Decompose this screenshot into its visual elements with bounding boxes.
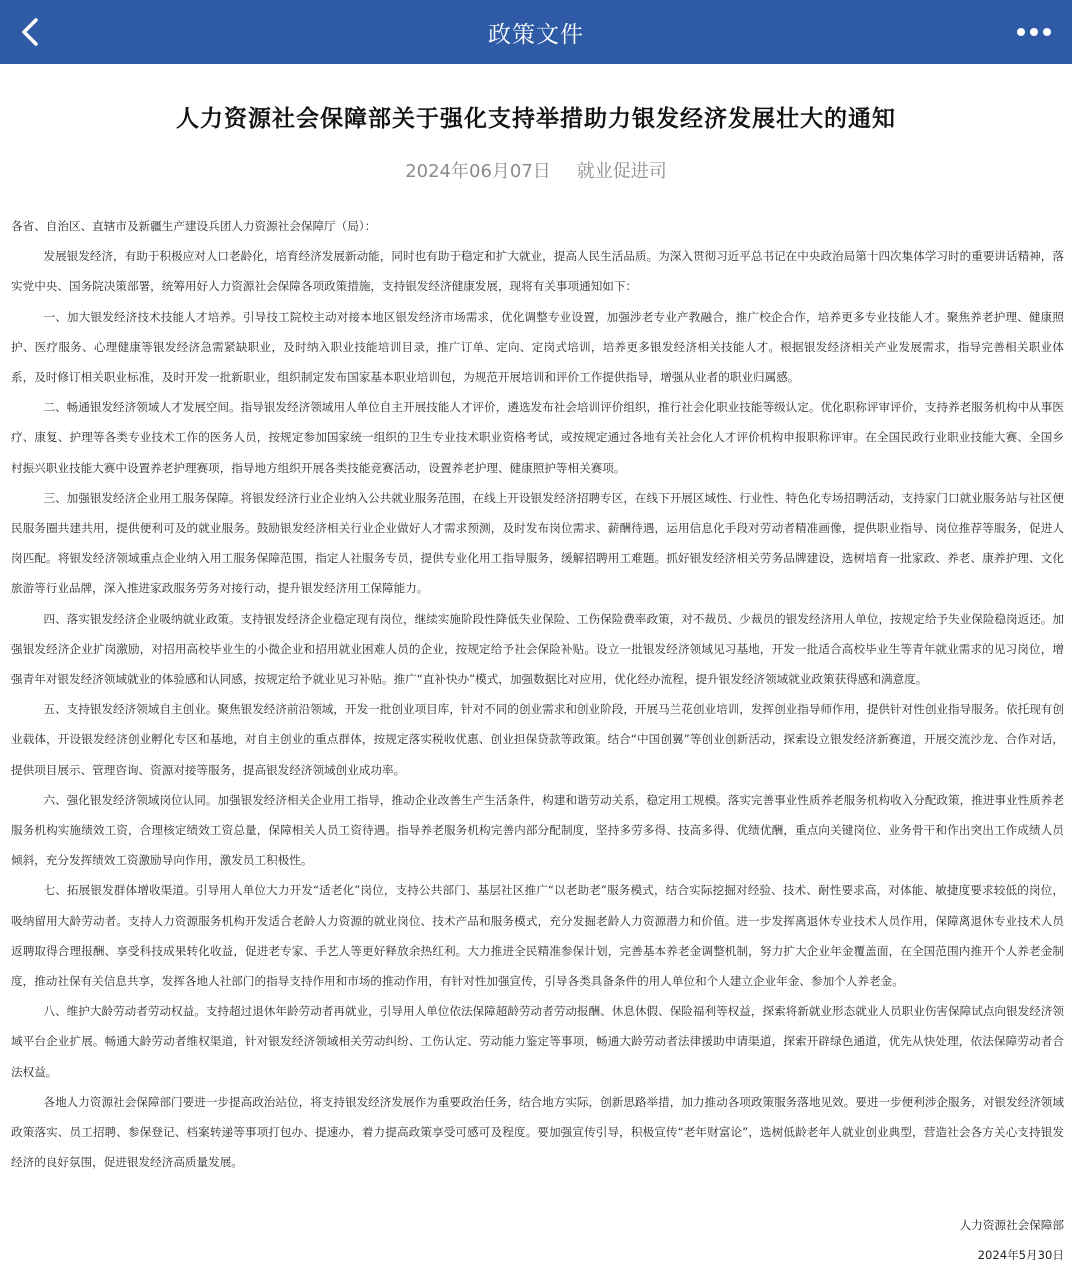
sign-date: 2024年5月30日 (977, 1247, 1064, 1262)
paragraph: 五、支持银发经济领域自主创业。聚焦银发经济前沿领域，开发一批创业项目库，针对不同的创业需求和创业阶段，开展马兰花创业培训，发挥创业指导师作用，提供针对性创业指导服务。依托现有创业载体，开设银发经济创业孵化专区和基地，对自主创业的重点群体，按规定落实税收优惠、创业担保贷款等政策。结合“中国创翼”等创业创新活动，探索设立银发经济新赛道，开展交流沙龙、合作对话，提供项目展示、管理咨询、资源对接等服务，提高银发经济领域创业成功率。 (11, 702, 1064, 777)
more-dots-icon (1016, 27, 1052, 37)
paragraph: 发展银发经济，有助于积极应对人口老龄化，培育经济发展新动能，同时也有助于稳定和扩大就业，提高人民生活品质。为深入贯彻习近平总书记在中央政治局第十四次集体学习时的重要讲话精神，落实党中央、国务院决策部署，统筹用好人力资源社会保障各项政策措施，支持银发经济健康发展，现将有关事项通知如下： (11, 249, 1064, 294)
article-meta (0, 157, 1072, 183)
paragraph: 六、强化银发经济领域岗位认同。加强银发经济相关企业用工指导，推动企业改善生产生活条件，构建和谐劳动关系，稳定用工规模。落实完善事业性质养老服务机构收入分配政策，推进事业性质养老服务机构实施绩效工资，合理核定绩效工资总量，保障相关人员工资待遇。指导养老服务机构完善内部分配制度，坚持多劳多得、技高多得、优绩优酬，重点向关键岗位、业务骨干和作出突出工作成绩人员倾斜，充分发挥绩效工资激励导向作用，激发员工积极性。 (11, 792, 1064, 868)
top-navigation-bar (0, 0, 1072, 64)
paragraph: 各地人力资源社会保障部门要进一步提高政治站位，将支持银发经济发展作为重要政治任务，结合地方实际，创新思路举措，加力推动各项政策服务落地见效。要进一步便利涉企服务，对银发经济领域政策落实、员工招聘、参保登记、档案转递等事项打包办、提速办，着力提高政策享受可感可及程度。要加强宣传引导，积极宣传“老年财富论”，选树低龄老年人就业创业典型，营造社会各方关心支持银发经济的良好氛围，促进银发经济高质量发展。 (11, 1094, 1064, 1170)
back-button[interactable] (6, 8, 54, 56)
paragraph: 三、加强银发经济企业用工服务保障。将银发经济行业企业纳入公共就业服务范围，在线上开设银发经济招聘专区，在线下开展区域性、行业性、特色化专场招聘活动，支持家门口就业服务站与社区便民服务圈共建共用，提供便利可及的就业服务。鼓励银发经济相关行业企业做好人才需求预测，及时发布岗位需求、薪酬待遇，运用信息化手段对劳动者精准画像，提供职业指导、岗位推荐等服务，促进人岗匹配。将银发经济领域重点企业纳入用工服务保障范围，指定人社服务专员，提供专业化用工指导服务，缓解招聘用工难题。抓好银发经济相关劳务品牌建设，选树培育一批家政、养老、康养护理、文化旅游等行业品牌，深入推进家政服务劳务对接行动，提升银发经济用工保障能力。 (11, 490, 1064, 596)
paragraph: 二、畅通银发经济领域人才发展空间。指导银发经济领域用人单位自主开展技能人才评价，遴选发布社会培训评价组织，推行社会化职业技能等级认定。优化职称评审评价，支持养老服务机构中从事医疗、康复、护理等各类专业技术工作的医务人员，按规定参加国家统一组织的卫生专业技术职业资格考试，或按规定通过各地有关社会化人才评价机构申报职称评审。在全国民政行业职业技能大赛、全国乡村振兴职业技能大赛中设置养老护理赛项，指导地方组织开展各类技能竞赛活动，设置养老护理、健康照护等相关赛项。 (11, 400, 1064, 475)
issuer: 人力资源社会保障部 (959, 1217, 1064, 1232)
salutation: 各省、自治区、直辖市及新疆生产建设兵团人力资源社会保障厅（局）： (11, 219, 377, 233)
article (0, 64, 1072, 1270)
paragraph: 七、拓展银发群体增收渠道。引导用人单位大力开发“适老化”岗位，支持公共部门、基层社区推广“以老助老”服务模式，结合实际挖掘对经验、技术、耐性要求高，对体能、敏捷度要求较低的岗位，吸纳留用大龄劳动者。支持人力资源服务机构开发适合老龄人力资源的就业岗位、技术产品和服务模式，充分发掘老龄人力资源潜力和价值。进一步发挥离退休专业技术人员作用，保障离退休专业技术人员返聘取得合理报酬、享受科技成果转化收益，促进老专家、手艺人等更好释放余热红利。大力推进全民精准参保计划，完善基本养老金调整机制，努力扩大企业年金覆盖面，在全国范围内推开个人养老金制度，推动社保有关信息共享，发挥各地人社部门的指导支持作用和市场的推动作用，有针对性加强宣传，引导各类具备条件的用人单位和个人建立企业年金、参加个人养老金。 (11, 883, 1064, 989)
more-options-button[interactable] (1002, 8, 1066, 56)
page-title: 政策文件 (488, 21, 584, 48)
paragraph: 一、加大银发经济技术技能人才培养。引导技工院校主动对接本地区银发经济市场需求，优化调整专业设置，加强涉老专业产教融合，推广校企合作，培养更多专业技能人才。聚焦养老护理、健康照护、医疗服务、心理健康等银发经济急需紧缺职业，及时纳入职业技能培训目录，推广订单、定向、定岗式培训，培养更多银发经济相关技能人才。根据银发经济相关产业发展需求，指导完善相关职业体系，及时修订相关职业标准，及时开发一批新职业，组织制定发布国家基本职业培训包，为规范开展培训和评价工作提供指导，增强从业者的职业归属感。 (11, 309, 1064, 385)
publish-date: 2024年06月07日 (405, 161, 551, 182)
signature-block (0, 1210, 1064, 1270)
paragraph: 八、维护大龄劳动者劳动权益。支持超过退休年龄劳动者再就业，引导用人单位依法保障超龄劳动者劳动报酬、休息休假、保险福利等权益，探索将新就业形态就业人员职业伤害保障试点向银发经济领域平台企业扩展。畅通大龄劳动者维权渠道，针对银发经济领域相关劳动纠纷、工伤认定、劳动能力鉴定等事项，畅通大龄劳动者法律援助申请渠道，探索开辟绿色通道，优先从快处理，依法保障劳动者合法权益。 (11, 1004, 1064, 1079)
paragraph: 四、落实银发经济企业吸纳就业政策。支持银发经济企业稳定现有岗位，继续实施阶段性降低失业保险、工伤保险费率政策，对不裁员、少裁员的银发经济用人单位，按规定给予失业保险稳岗返还。加强银发经济企业扩岗激励，对招用高校毕业生的小微企业和招用就业困难人员的企业，按规定给予社会保险补贴。设立一批银发经济领域见习基地，开发一批适合高校毕业生等青年就业需求的见习岗位，增强青年对银发经济领域就业的体验感和认同感，按规定给予就业见习补贴。推广“直补快办”模式，加强数据比对应用，优化经办流程，提升银发经济领域就业政策获得感和满意度。 (11, 611, 1064, 687)
chevron-left-icon (17, 17, 43, 47)
article-body (11, 211, 1064, 1178)
department: 就业促进司 (576, 161, 667, 182)
article-title: 人力资源社会保障部关于强化支持举措助力银发经济发展壮大的通知 (176, 106, 896, 132)
